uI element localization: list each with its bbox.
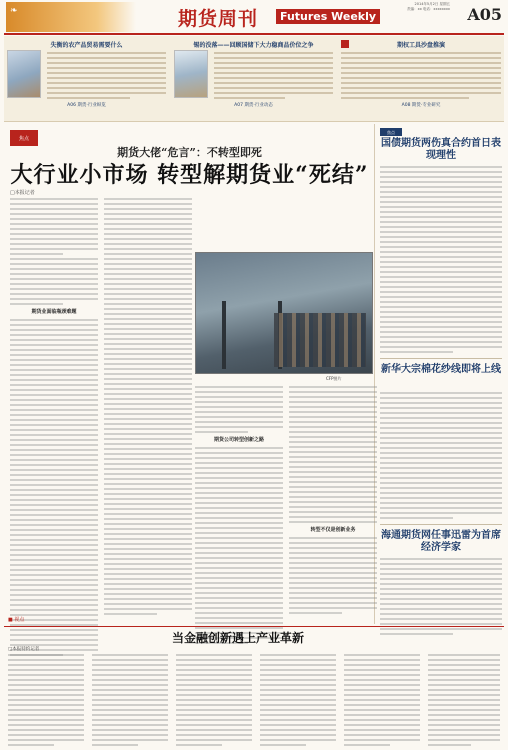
sidebar-divider xyxy=(380,524,502,525)
masthead xyxy=(0,0,508,34)
masthead-meta xyxy=(300,2,450,12)
text-column xyxy=(92,654,168,749)
bottom-byline: □本报特约记者 xyxy=(8,647,40,652)
text-column xyxy=(104,198,192,618)
bottom-rule xyxy=(4,626,504,627)
text-column xyxy=(10,198,98,659)
article-byline: □本报记者 xyxy=(10,190,35,196)
sidebar-headline[interactable]: 海通期货网任事迅雷为首席经济学家 xyxy=(381,530,501,553)
bottom-headline[interactable]: 当金融创新遇上产业革新 xyxy=(171,631,304,645)
teaser-band xyxy=(4,36,504,122)
section-marker-icon xyxy=(341,40,349,48)
teaser-item[interactable] xyxy=(4,38,169,118)
sidebar-text xyxy=(380,166,502,356)
editor-contact: 责编：xx 电话：xxxxxxxx xyxy=(407,7,450,11)
text-column xyxy=(344,654,420,749)
photo-caption: CFP图片 xyxy=(326,376,342,381)
sidebar-headline[interactable]: 新华大宗棉花纱线即将上线 xyxy=(381,364,501,375)
text-column xyxy=(428,654,500,749)
leaf-icon: ❧ xyxy=(10,6,18,16)
sidebar-divider xyxy=(380,358,502,359)
section-label: 焦点 xyxy=(10,130,38,146)
brand-title: 期货周刊 xyxy=(178,8,259,30)
photo-figure xyxy=(222,301,282,369)
text-column xyxy=(289,386,377,617)
masthead-rule xyxy=(4,33,504,35)
article-kicker: 期货大佬“危言”：不转型即死 xyxy=(117,146,262,159)
teaser-item[interactable] xyxy=(338,38,504,118)
photo-crowd xyxy=(274,313,366,367)
lead-photo xyxy=(195,252,373,374)
teaser-title: 期权工具沙盘推演 xyxy=(396,42,445,49)
teaser-thumbnail xyxy=(7,50,41,98)
teaser-item[interactable] xyxy=(171,38,336,118)
sidebar-label: 焦点 xyxy=(380,128,402,136)
teaser-body xyxy=(341,52,501,99)
teaser-body xyxy=(47,52,166,99)
teaser-page-ref: A07 期货·行业动态 xyxy=(234,103,273,108)
article-subhead: 转型不仅是创新业务 xyxy=(310,527,356,533)
teaser-page-ref: A08 期货·专业研究 xyxy=(401,103,441,108)
page-number: A05 xyxy=(467,5,502,24)
teaser-title: 锡的没落——回顾国储下大力稳商品价位之争 xyxy=(193,42,314,49)
issue-date: 2014年5月2日 星期五 xyxy=(414,2,450,6)
article-subhead: 期货公司转型创新之路 xyxy=(213,437,264,443)
article-headline[interactable]: 大行业小市场 转型解期货业“死结” xyxy=(10,162,369,188)
text-column xyxy=(195,386,283,647)
text-column xyxy=(260,654,336,749)
bottom-section-label: ■ 视点 xyxy=(8,617,25,623)
text-column xyxy=(8,654,84,749)
teaser-body xyxy=(214,52,333,99)
brand-subtitle: Futures Weekly xyxy=(276,9,380,24)
masthead-ornament xyxy=(6,2,136,32)
lead-article xyxy=(4,124,375,624)
sidebar-news xyxy=(378,124,504,624)
article-subhead: 期货业面临瓶颈难题 xyxy=(31,309,77,315)
text-column xyxy=(176,654,252,749)
teaser-title: 失衡的农产品贸易需要什么 xyxy=(50,42,123,49)
teaser-page-ref: A06 期货·行业纵览 xyxy=(67,103,106,108)
sidebar-headline[interactable]: 国债期货两伤真合约首日表现理性 xyxy=(381,138,501,161)
teaser-thumbnail xyxy=(174,50,208,98)
sidebar-text xyxy=(380,392,502,522)
